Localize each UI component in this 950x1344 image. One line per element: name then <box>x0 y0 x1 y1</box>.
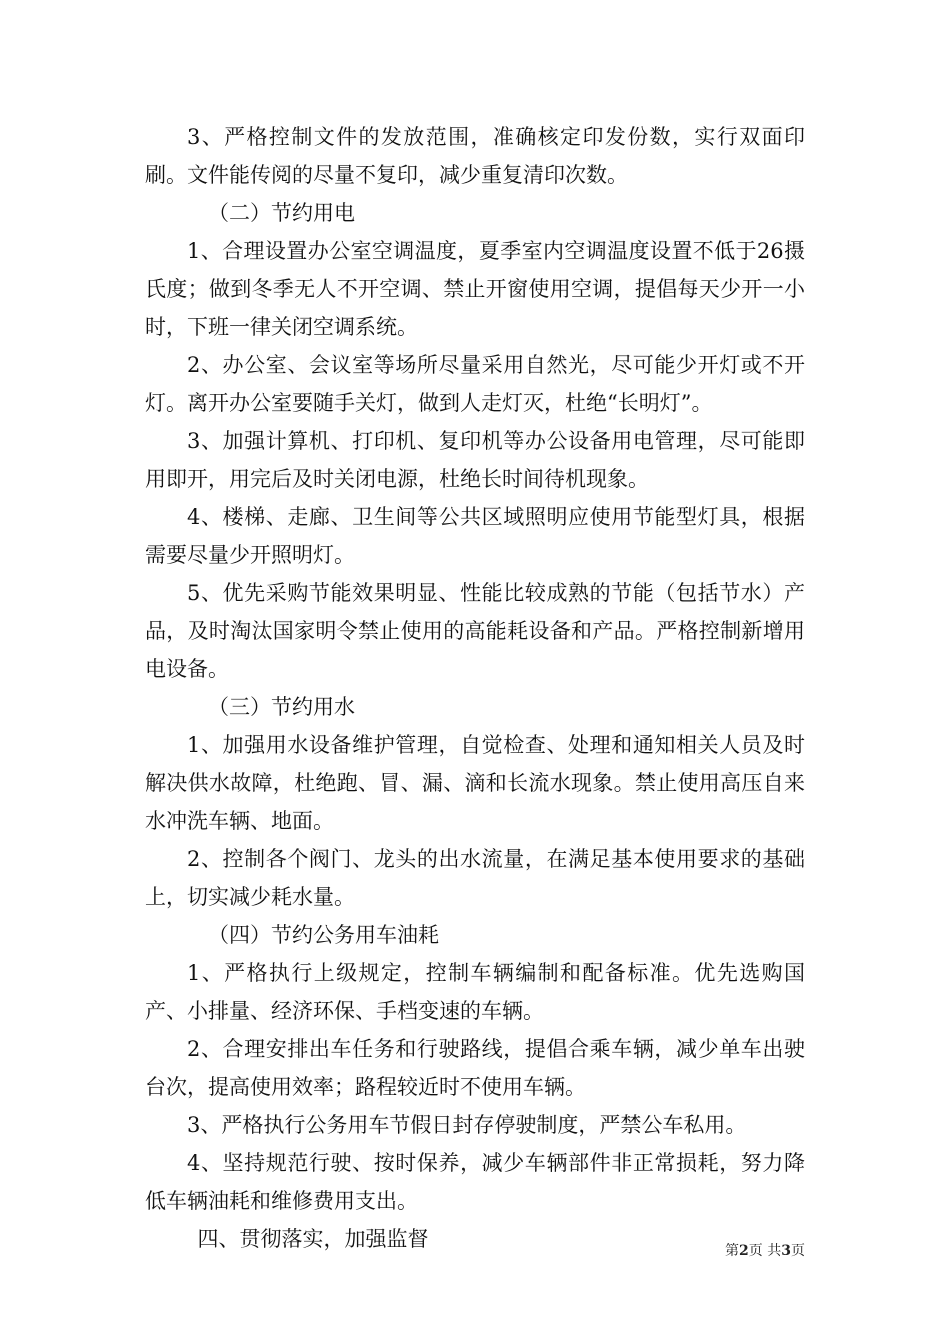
chapter-heading: 四、贯彻落实，加强监督 <box>197 1227 429 1251</box>
paragraph: 1、加强用水设备维护管理，自觉检查、处理和通知相关人员及时解决供水故障，杜绝跑、冒、漏、滴和长流水现象。禁止使用高压自来水冲洗车辆、地面。 <box>145 733 805 833</box>
paragraph: 5、优先采购节能效果明显、性能比较成熟的节能（包括节水）产品，及时淘汰国家明令禁止使用的高能耗设备和产品。严格控制新增用电设备。 <box>145 581 805 681</box>
footer-middle: 页 共 <box>748 1243 782 1259</box>
total-page-number: 3 <box>781 1243 791 1259</box>
paragraph: 4、楼梯、走廊、卫生间等公共区域照明应使用节能型灯具，根据需要尽量少开照明灯。 <box>145 505 805 567</box>
paragraph: 3、加强计算机、打印机、复印机等办公设备用电管理，尽可能即用即开，用完后及时关闭电源，杜绝长时间待机现象。 <box>145 429 805 491</box>
paragraph: 3、严格执行公务用车节假日封存停驶制度，严禁公车私用。 <box>187 1113 747 1137</box>
footer-suffix: 页 <box>791 1243 805 1259</box>
section-heading: （二）节约用电 <box>208 201 355 225</box>
page-number-footer <box>725 1241 805 1261</box>
paragraph: 2、合理安排出车任务和行驶路线，提倡合乘车辆，减少单车出驶台次，提高使用效率；路程较近时不使用车辆。 <box>145 1037 805 1099</box>
section-heading: （四）节约公务用车油耗 <box>208 923 439 947</box>
paragraph: 2、办公室、会议室等场所尽量采用自然光，尽可能少开灯或不开灯。离开办公室要随手关灯，做到人走灯灭，杜绝“长明灯”。 <box>145 353 805 415</box>
document-body <box>145 118 805 1258</box>
current-page-number: 2 <box>739 1243 749 1259</box>
paragraph: 1、严格执行上级规定，控制车辆编制和配备标准。优先选购国产、小排量、经济环保、手档变速的车辆。 <box>145 961 805 1023</box>
footer-prefix: 第 <box>725 1243 740 1259</box>
section-heading: （三）节约用水 <box>208 695 355 719</box>
paragraph: 1、合理设置办公室空调温度，夏季室内空调温度设置不低于26摄氏度；做到冬季无人不开空调、禁止开窗使用空调，提倡每天少开一小时，下班一律关闭空调系统。 <box>145 239 805 339</box>
paragraph: 4、坚持规范行驶、按时保养，减少车辆部件非正常损耗，努力降低车辆油耗和维修费用支出。 <box>145 1151 805 1213</box>
paragraph: 3、严格控制文件的发放范围，准确核定印发份数，实行双面印刷。文件能传阅的尽量不复印，减少重复清印次数。 <box>145 125 805 187</box>
paragraph: 2、控制各个阀门、龙头的出水流量，在满足基本使用要求的基础上，切实减少耗水量。 <box>145 847 805 909</box>
